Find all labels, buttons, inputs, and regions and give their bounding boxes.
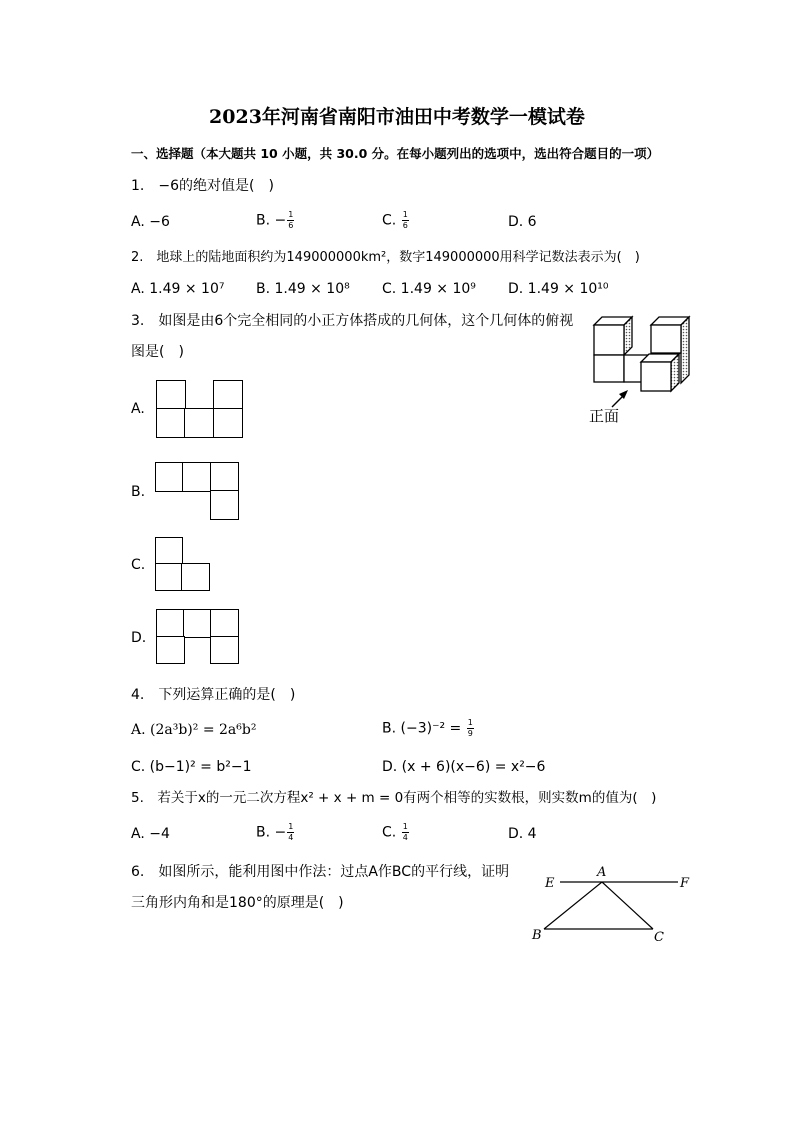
segment-ac (602, 882, 653, 929)
q5-option-b-prefix: B. − (256, 824, 287, 841)
q4-option-b-prefix: B. (−3)⁻² = (382, 720, 466, 737)
q2-option-a[interactable]: A. 1.49 × 10⁷ (131, 281, 225, 297)
question-6-line1: 6. 如图所示，能利用图中作法：过点A作BC的平行线，证明 (131, 864, 510, 880)
question-1: 1. −6的绝对值是( ) (131, 178, 274, 194)
q5-option-a[interactable]: A. −4 (131, 826, 170, 842)
label-b: B (532, 928, 542, 943)
label-a: A (597, 865, 607, 880)
q3-option-d-diagram[interactable] (156, 609, 240, 665)
q6-triangle-figure (528, 862, 698, 946)
q3-option-c-diagram[interactable] (155, 537, 213, 593)
label-c: C (654, 930, 664, 945)
label-e: E (545, 876, 555, 891)
grid-cell (210, 462, 239, 492)
question-6-line2: 三角形内角和是180°的原理是( ) (131, 895, 344, 911)
q4-option-d[interactable]: D. (x + 6)(x−6) = x²−6 (382, 759, 546, 775)
q5-option-b-fraction: $\frac{1}{4}$ (288, 822, 294, 842)
grid-cell (156, 380, 186, 410)
q4-option-a[interactable]: A. (2a³b)² = 2a⁶b² (131, 722, 257, 738)
grid-cell (155, 537, 183, 565)
q2-option-c[interactable]: C. 1.49 × 10⁹ (382, 281, 476, 297)
page-title: 2023年河南省南阳市油田中考数学一模试卷 (209, 106, 585, 128)
grid-cell (210, 609, 239, 638)
q3-option-a[interactable]: A. (131, 401, 145, 417)
q3-cube-front-top-left (594, 325, 624, 355)
q3-option-b[interactable]: B. (131, 484, 146, 500)
grid-cell (182, 462, 212, 492)
q1-option-b[interactable] (256, 211, 294, 230)
question-3-line1: 3. 如图是由6个完全相同的小正方体搭成的几何体，这个几何体的俯视 (131, 313, 574, 329)
grid-cell (183, 609, 212, 638)
grid-cell (210, 636, 239, 664)
question-2: 2. 地球上的陆地面积约为149000000km²，数字149000000用科学记数法表示为( ) (131, 250, 640, 265)
q5-option-c-fraction: $\frac{1}{4}$ (402, 822, 408, 842)
q3-cube-side-right (681, 317, 689, 383)
q3-option-a-diagram[interactable] (156, 380, 244, 440)
q3-option-d[interactable]: D. (131, 630, 147, 646)
q5-option-c-prefix: C. (382, 824, 401, 841)
q3-option-c[interactable]: C. (131, 557, 146, 573)
grid-cell (181, 563, 210, 591)
grid-cell (210, 490, 239, 520)
section-heading: 一、选择题（本大题共 10 小题，共 30.0 分。在每小题列出的选项中，选出符合题目的一项） (131, 146, 660, 161)
q1-option-c-fraction: $\frac{1}{6}$ (402, 210, 408, 230)
q3-arrow-head (619, 390, 628, 399)
q5-option-d[interactable]: D. 4 (508, 826, 537, 842)
q2-option-b[interactable]: B. 1.49 × 10⁸ (256, 281, 350, 297)
grid-cell (156, 408, 186, 438)
q1-option-d[interactable]: D. 6 (508, 214, 537, 230)
q3-cube-front-bottom-left (594, 355, 624, 382)
q1-option-c-prefix: C. (382, 212, 401, 229)
q4-option-b[interactable] (382, 719, 474, 738)
q4-option-b-fraction: $\frac{1}{9}$ (467, 718, 473, 738)
q3-option-b-diagram[interactable] (155, 462, 241, 522)
grid-cell (156, 609, 185, 638)
q3-cube-front-top-right (651, 325, 681, 353)
q1-option-b-fraction: $\frac{1}{6}$ (288, 210, 294, 230)
grid-cell (155, 462, 184, 492)
q4-option-c[interactable]: C. (b−1)² = b²−1 (131, 759, 252, 775)
q1-option-a[interactable]: A. −6 (131, 214, 170, 230)
grid-cell (213, 408, 243, 438)
grid-cell (213, 380, 243, 410)
q5-option-b[interactable] (256, 823, 294, 842)
q1-option-c[interactable] (382, 211, 409, 230)
question-3-line2: 图是( ) (131, 344, 184, 360)
q1-option-b-prefix: B. − (256, 212, 287, 229)
label-f: F (680, 876, 690, 891)
grid-cell (155, 563, 183, 591)
grid-cell (184, 408, 215, 438)
q2-option-d[interactable]: D. 1.49 × 10¹⁰ (508, 281, 609, 297)
q3-cube-front-front (641, 362, 671, 391)
question-4: 4. 下列运算正确的是( ) (131, 687, 296, 703)
question-5: 5. 若关于x的一元二次方程x² + x + m = 0有两个相等的实数根，则实数m的值为( ) (131, 790, 657, 806)
grid-cell (156, 636, 185, 664)
q3-front-label: 正面 (589, 407, 620, 425)
q5-option-c[interactable] (382, 823, 409, 842)
